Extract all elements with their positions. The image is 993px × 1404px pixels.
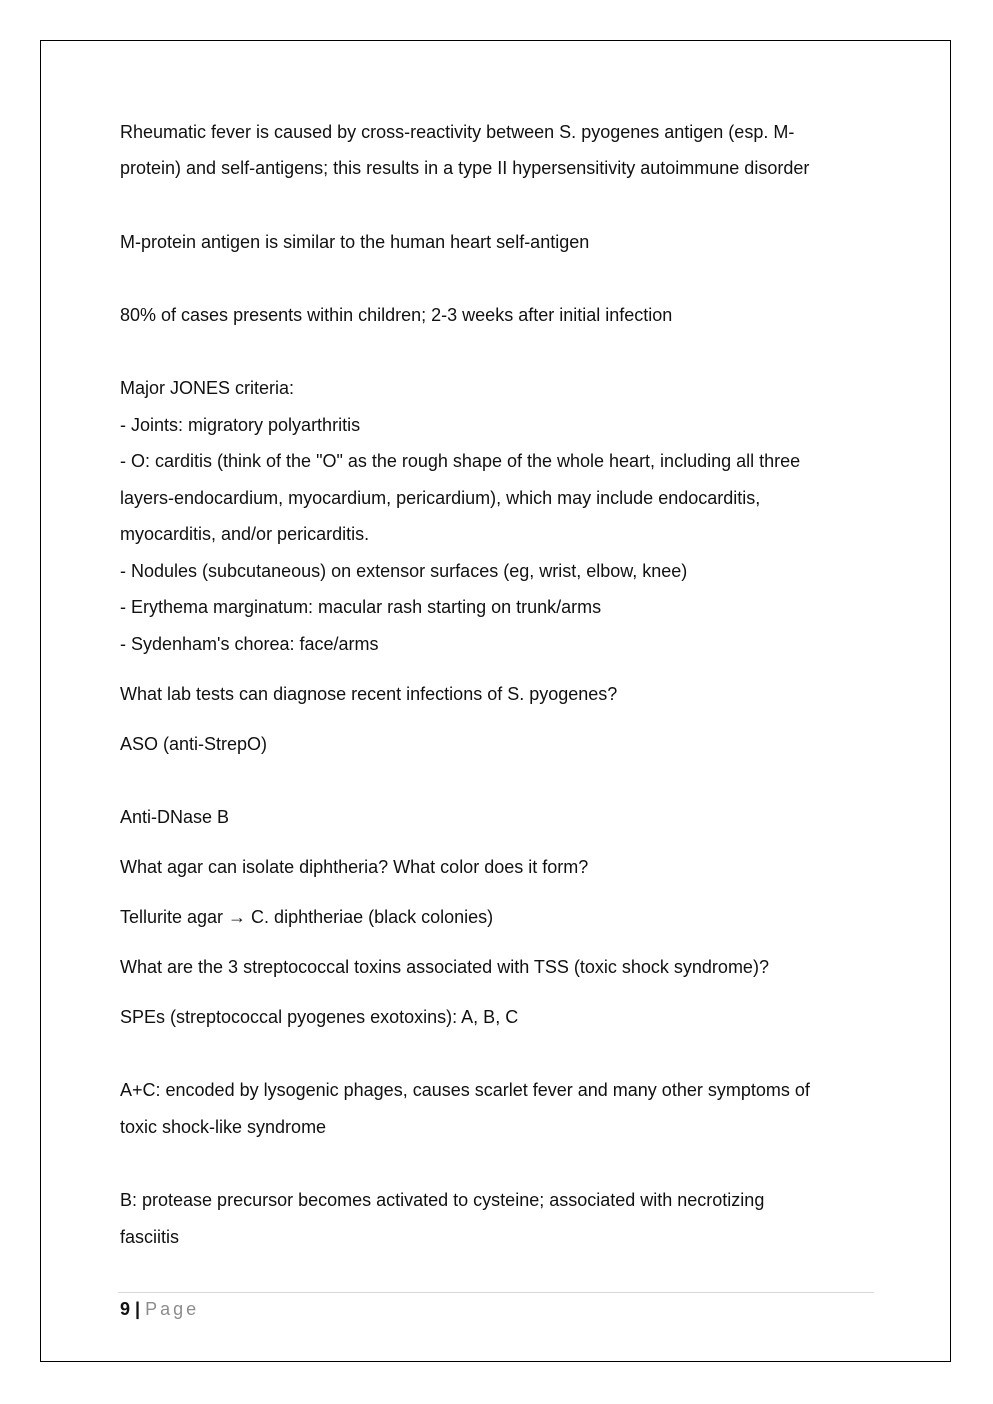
text-line: Rheumatic fever is caused by cross-reactivity between S. pyogenes antigen (esp. M- [120, 122, 795, 142]
answer-line: Anti-DNase B [120, 807, 230, 827]
list-item: - Erythema marginatum: macular rash starting on trunk/arms [120, 597, 602, 617]
answer-line: SPEs (streptococcal pyogenes exotoxins): A, B, C [120, 1007, 519, 1027]
page-label: Page [145, 1299, 200, 1319]
list-item: - Sydenham's chorea: face/arms [120, 634, 379, 654]
answer-line: ASO (anti-StrepO) [120, 734, 268, 754]
question-line: What are the 3 streptococcal toxins associated with TSS (toxic shock syndrome)? [120, 957, 769, 977]
answer-line: Tellurite agar → C. diphtheriae (black colonies) [120, 907, 494, 927]
list-item: - Nodules (subcutaneous) on extensor surfaces (eg, wrist, elbow, knee) [120, 561, 688, 581]
list-item: - Joints: migratory polyarthritis [120, 415, 361, 435]
text-line: A+C: encoded by lysogenic phages, causes scarlet fever and many other symptoms of [120, 1080, 810, 1100]
page-separator: | [135, 1299, 141, 1319]
list-item: - O: carditis (think of the "O" as the rough shape of the whole heart, including all three [120, 451, 801, 471]
text-line: protein) and self-antigens; this results in a type II hypersensitivity autoimmune disorder [120, 158, 810, 178]
text-line: B: protease precursor becomes activated to cysteine; associated with necrotizing [120, 1190, 765, 1210]
text-line: M-protein antigen is similar to the human heart self-antigen [120, 232, 590, 252]
question-line: What agar can isolate diphtheria? What color does it form? [120, 857, 589, 877]
text-line: fasciitis [120, 1227, 180, 1247]
page-footer [120, 1297, 199, 1321]
section-heading: Major JONES criteria: [120, 378, 295, 398]
text-line: toxic shock-like syndrome [120, 1117, 327, 1137]
page-number: 9 [120, 1299, 131, 1319]
question-line: What lab tests can diagnose recent infections of S. pyogenes? [120, 684, 618, 704]
footer-divider [118, 1292, 874, 1293]
list-item-continued: myocarditis, and/or pericarditis. [120, 524, 370, 544]
list-item-continued: layers-endocardium, myocardium, pericardium), which may include endocarditis, [120, 488, 761, 508]
text-line: 80% of cases presents within children; 2-3 weeks after initial infection [120, 305, 673, 325]
